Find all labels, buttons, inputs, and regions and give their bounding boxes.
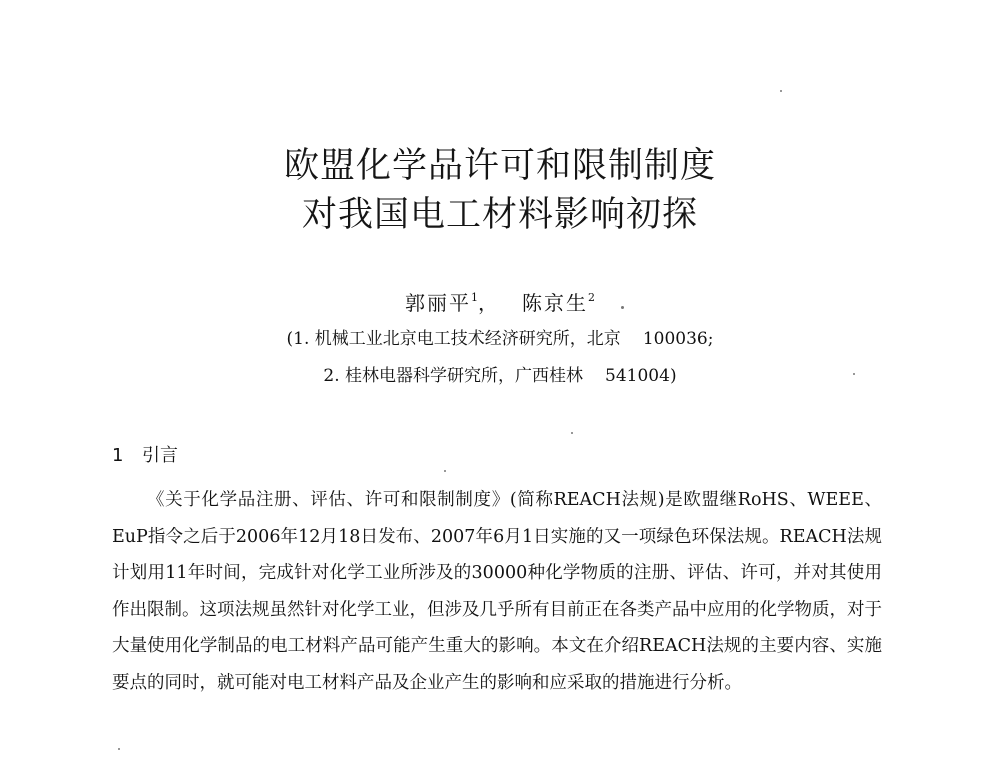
- affiliation-mark: 1: [471, 291, 478, 304]
- author-separator: ，: [478, 291, 500, 315]
- affiliation-line: [0, 364, 1000, 388]
- affiliation-mark: 2: [588, 291, 595, 304]
- scan-speck: [853, 373, 855, 375]
- title-line-2: 对我国电工材料影响初探: [301, 195, 698, 235]
- section-heading: [112, 443, 178, 469]
- author-list: [0, 284, 1000, 317]
- author-name: 郭丽平: [405, 291, 471, 315]
- section-title: 引言: [142, 445, 178, 466]
- affiliation-text: 2. 桂林电器科学研究所，广西桂林: [323, 366, 584, 386]
- affiliation-line: [0, 327, 1000, 351]
- section-number: 1: [112, 445, 124, 466]
- affiliation-postcode: 541004): [605, 366, 677, 386]
- intro-paragraph: 《关于化学品注册、评估、许可和限制制度》(简称REACH法规)是欧盟继RoHS、WEEE、EuP指令之后于2006年12月18日发布、2007年6月1日实施的又一项绿色环保法规。REACH法规计划用11年时间，完成针对化学工业所涉及的30000种化学物质的注册、评估、许可，并对其使用作出限制。这项法规虽然针对化学工业，但涉及几乎所有目前正在各类产品中应用的化学物质，对于大量使用化学制品的电工材料产品可能产生重大的影响。本文在介绍REACH法规的主要内容、实施要点的同时，就可能对电工材料产品及企业产生的影响和应采取的措施进行分析。: [112, 490, 882, 693]
- scan-speck: [444, 470, 446, 472]
- scan-speck: [780, 90, 782, 92]
- author-name: 陈京生: [522, 291, 588, 315]
- affiliation-text: (1. 机械工业北京电工技术经济研究所，北京: [286, 329, 621, 349]
- scan-speck: [118, 748, 120, 750]
- affiliation-postcode: 100036;: [642, 329, 714, 349]
- title-line-1: 欧盟化学品许可和限制制度: [283, 146, 716, 186]
- scan-speck: [571, 432, 573, 434]
- scan-speck: [621, 306, 624, 309]
